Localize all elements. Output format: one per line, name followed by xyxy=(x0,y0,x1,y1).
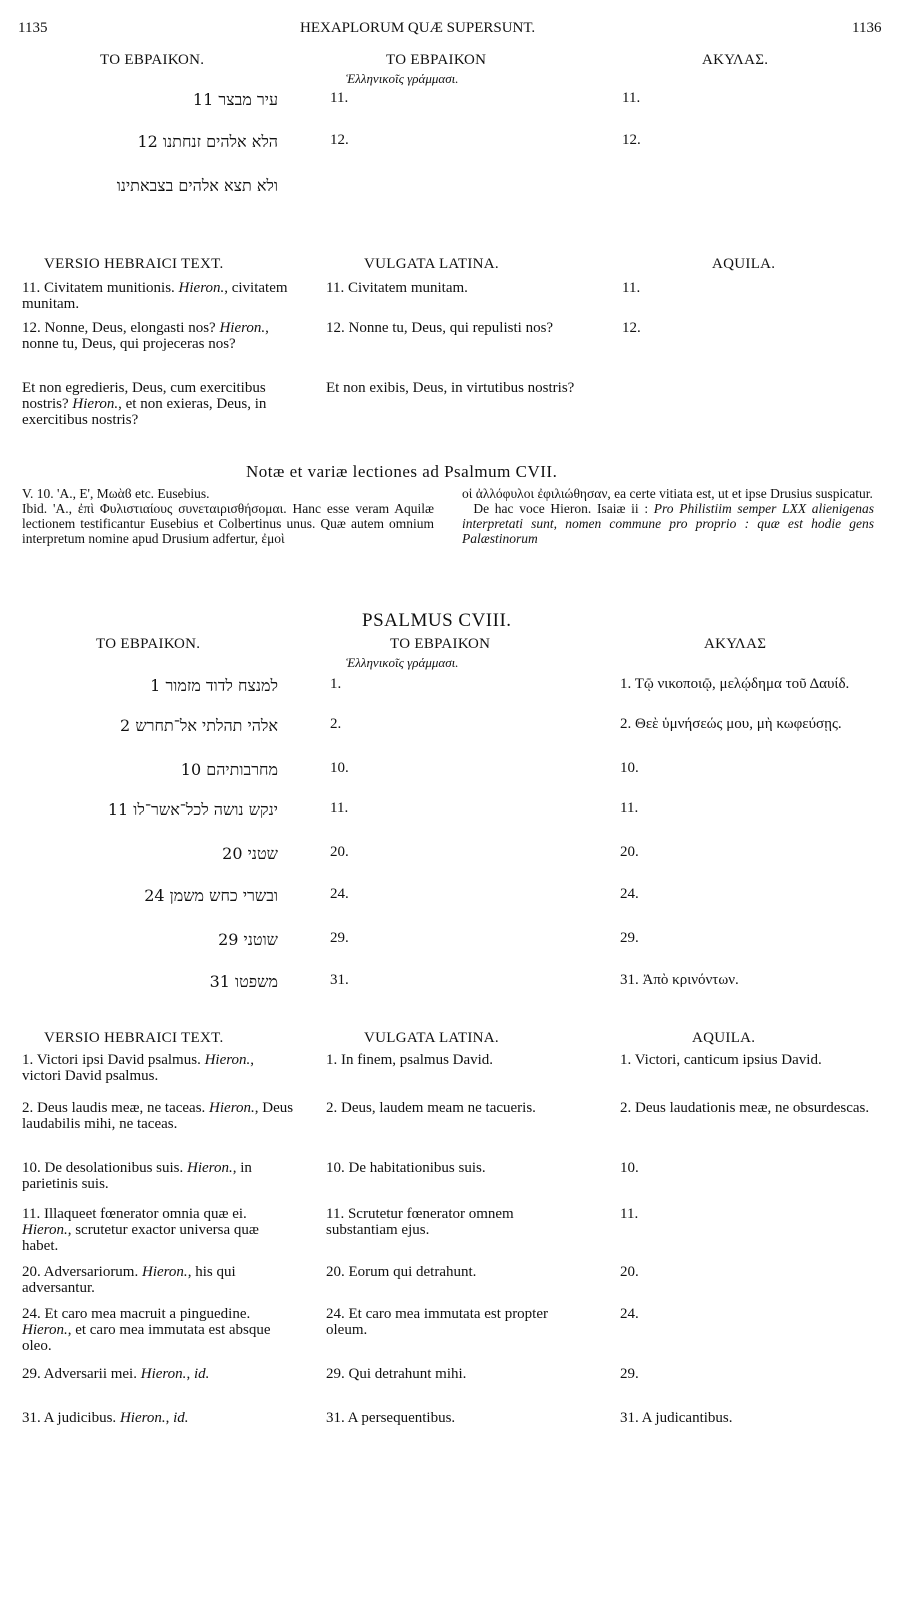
hebrew-verse: עיר מבצר 11 xyxy=(192,90,278,109)
hebrew-verse: ובשרי כחש משמן 24 xyxy=(144,886,278,905)
transliteration-verse: 31. xyxy=(330,972,349,988)
column-header-transliteration: ΤΟ ΕΒΡΑΙΚΟΝ xyxy=(386,52,487,68)
aquila-verse: 31. Ἀπὸ κρινόντων. xyxy=(620,972,739,988)
vulgata-verse: 29. Qui detrahunt mihi. xyxy=(326,1366,467,1382)
column-header-vulgata-2: VULGATA LATINA. xyxy=(364,1030,499,1046)
note-left-column: V. 10. 'Α., Ε', Μωὰϐ etc. Eusebius. Ibid. 'Α., ἐπὶ Φυλιστιαίους συνεταιρισθήσομαι. Hanc esse veram Aquilæ lectionem testificantur Eusebius et Colbertinus unus. Quæ autem omnium interpretum nomine apud Drusium adfertur, ἐμοὶ xyxy=(22,486,434,546)
aquila-latin-verse: 2. Deus laudationis meæ, ne obsurdescas. xyxy=(620,1100,870,1116)
hebrew-verse: ולא תצא אלהים בצבאתינו xyxy=(116,176,278,195)
aquila-latin-verse: 11. xyxy=(622,280,641,296)
aquila-verse: 11. xyxy=(622,90,641,106)
hebrew-verse: ינקש נושה לכל־אשר־לו 11 xyxy=(107,800,278,819)
versio-verse: 24. Et caro mea macruit a pinguedine. Hieron., et caro mea immutata est absque oleo. xyxy=(22,1306,271,1354)
hebrew-verse: שטני 20 xyxy=(222,844,278,863)
aquila-latin-verse: 11. xyxy=(620,1206,639,1222)
vulgata-verse: 11. Scrutetur fœnerator omnem substantiam ejus. xyxy=(326,1206,514,1238)
transliteration-verse: 24. xyxy=(330,886,349,902)
aquila-verse: 24. xyxy=(620,886,639,902)
versio-verse: 1. Victori ipsi David psalmus. Hieron., victori David psalmus. xyxy=(22,1052,255,1084)
aquila-latin-verse: 10. xyxy=(620,1160,639,1176)
note-right-column: οἱ ἀλλόφυλοι ἐφιλιώθησαν, ea certe vitiata est, ut et ipse Drusius suspicatur. De hac voce Hieron. Isaiæ ii : Pro Philistiim semper LXX alienigenas interpretati sunt, nomen commune pro proprio : quæ est hodie gens Palæstinorum xyxy=(462,486,874,546)
column-subheader-transliteration-2: Ἑλληνικοῖς γράμμασι. xyxy=(346,655,459,670)
aquila-verse: 20. xyxy=(620,844,639,860)
aquila-latin-verse: 29. xyxy=(620,1366,639,1382)
transliteration-verse: 20. xyxy=(330,844,349,860)
vulgata-verse: 12. Nonne tu, Deus, qui repulisti nos? xyxy=(326,320,554,336)
vulgata-verse: Et non exibis, Deus, in virtutibus nostris? xyxy=(326,380,575,396)
hebrew-verse: למנצח לדוד מזמור 1 xyxy=(150,676,278,695)
transliteration-verse: 11. xyxy=(330,800,349,816)
aquila-latin-verse: 12. xyxy=(622,320,641,336)
column-header-transliteration-2: ΤΟ ΕΒΡΑΙΚΟΝ xyxy=(390,636,491,652)
column-header-versio: VERSIO HEBRAICI TEXT. xyxy=(44,256,224,272)
aquila-verse: 1. Τῷ νικοποιῷ, μελῴδημα τοῦ Δαυίδ. xyxy=(620,676,850,692)
hebrew-verse: משפטו 31 xyxy=(209,972,278,991)
column-header-aquila: ΑΚΥΛΑΣ. xyxy=(702,52,769,68)
versio-verse: 31. A judicibus. Hieron., id. xyxy=(22,1410,189,1426)
transliteration-verse: 10. xyxy=(330,760,349,776)
vulgata-verse: 2. Deus, laudem meam ne tacueris. xyxy=(326,1100,536,1116)
hebrew-verse: אלהי תהלתי אל־תחרש 2 xyxy=(120,716,278,735)
hebrew-verse: מחרבותיהם 10 xyxy=(180,760,278,779)
versio-verse: 11. Civitatem munitionis. Hieron., civitatem munitam. xyxy=(22,280,288,312)
hebrew-verse: שוטני 29 xyxy=(218,930,278,949)
column-subheader-transliteration: Ἑλληνικοῖς γράμμασι. xyxy=(346,71,459,86)
column-header-vulgata: VULGATA LATINA. xyxy=(364,256,499,272)
page-number-right: 1136 xyxy=(852,20,882,36)
running-title: HEXAPLORUM QUÆ SUPERSUNT. xyxy=(300,20,536,36)
column-header-aquila-2: ΑΚΥΛΑΣ xyxy=(704,636,767,652)
aquila-latin-verse: 24. xyxy=(620,1306,639,1322)
aquila-verse: 11. xyxy=(620,800,639,816)
versio-verse: 12. Nonne, Deus, elongasti nos? Hieron., nonne tu, Deus, qui projeceras nos? xyxy=(22,320,269,352)
versio-verse: 2. Deus laudis meæ, ne taceas. Hieron., Deus laudabilis mihi, ne taceas. xyxy=(22,1100,294,1132)
vulgata-verse: 20. Eorum qui detrahunt. xyxy=(326,1264,477,1280)
versio-verse: 20. Adversariorum. Hieron., his qui adversantur. xyxy=(22,1264,236,1296)
column-header-hebrew: ΤΟ ΕΒΡΑΙΚΟΝ. xyxy=(100,52,205,68)
aquila-verse: 2. Θεὲ ὑμνήσεώς μου, μὴ κωφεύσῃς. xyxy=(620,716,842,732)
column-header-aquila-latin-2: AQUILA. xyxy=(692,1030,756,1046)
transliteration-verse: 1. xyxy=(330,676,342,692)
transliteration-verse: 2. xyxy=(330,716,342,732)
transliteration-verse: 11. xyxy=(330,90,349,106)
column-header-versio-2: VERSIO HEBRAICI TEXT. xyxy=(44,1030,224,1046)
notes-title: Notæ et variæ lectiones ad Psalmum CVII. xyxy=(246,462,558,481)
vulgata-verse: 1. In finem, psalmus David. xyxy=(326,1052,494,1068)
versio-verse: 11. Illaqueet fœnerator omnia quæ ei. Hieron., scrutetur exactor universa quæ habet. xyxy=(22,1206,259,1254)
transliteration-verse: 29. xyxy=(330,930,349,946)
hebrew-verse: הלא אלהים זנחתנו 12 xyxy=(137,132,278,151)
aquila-latin-verse: 1. Victori, canticum ipsius David. xyxy=(620,1052,822,1068)
aquila-latin-verse: 20. xyxy=(620,1264,639,1280)
vulgata-verse: 24. Et caro mea immutata est propter oleum. xyxy=(326,1306,549,1338)
column-header-hebrew-2: ΤΟ ΕΒΡΑΙΚΟΝ. xyxy=(96,636,201,652)
versio-verse: Et non egredieris, Deus, cum exercitibus nostris? Hieron., et non exieras, Deus, in exercitibus nostris? xyxy=(22,380,267,428)
vulgata-verse: 10. De habitationibus suis. xyxy=(326,1160,486,1176)
aquila-latin-verse: 31. A judicantibus. xyxy=(620,1410,733,1426)
versio-verse: 10. De desolationibus suis. Hieron., in parietinis suis. xyxy=(22,1160,252,1192)
aquila-verse: 10. xyxy=(620,760,639,776)
aquila-verse: 12. xyxy=(622,132,641,148)
column-header-aquila-latin: AQUILA. xyxy=(712,256,776,272)
psalm-title: PSALMUS CVIII. xyxy=(362,610,512,631)
aquila-verse: 29. xyxy=(620,930,639,946)
transliteration-verse: 12. xyxy=(330,132,349,148)
vulgata-verse: 11. Civitatem munitam. xyxy=(326,280,468,296)
page-number-left: 1135 xyxy=(18,20,48,36)
versio-verse: 29. Adversarii mei. Hieron., id. xyxy=(22,1366,210,1382)
vulgata-verse: 31. A persequentibus. xyxy=(326,1410,456,1426)
